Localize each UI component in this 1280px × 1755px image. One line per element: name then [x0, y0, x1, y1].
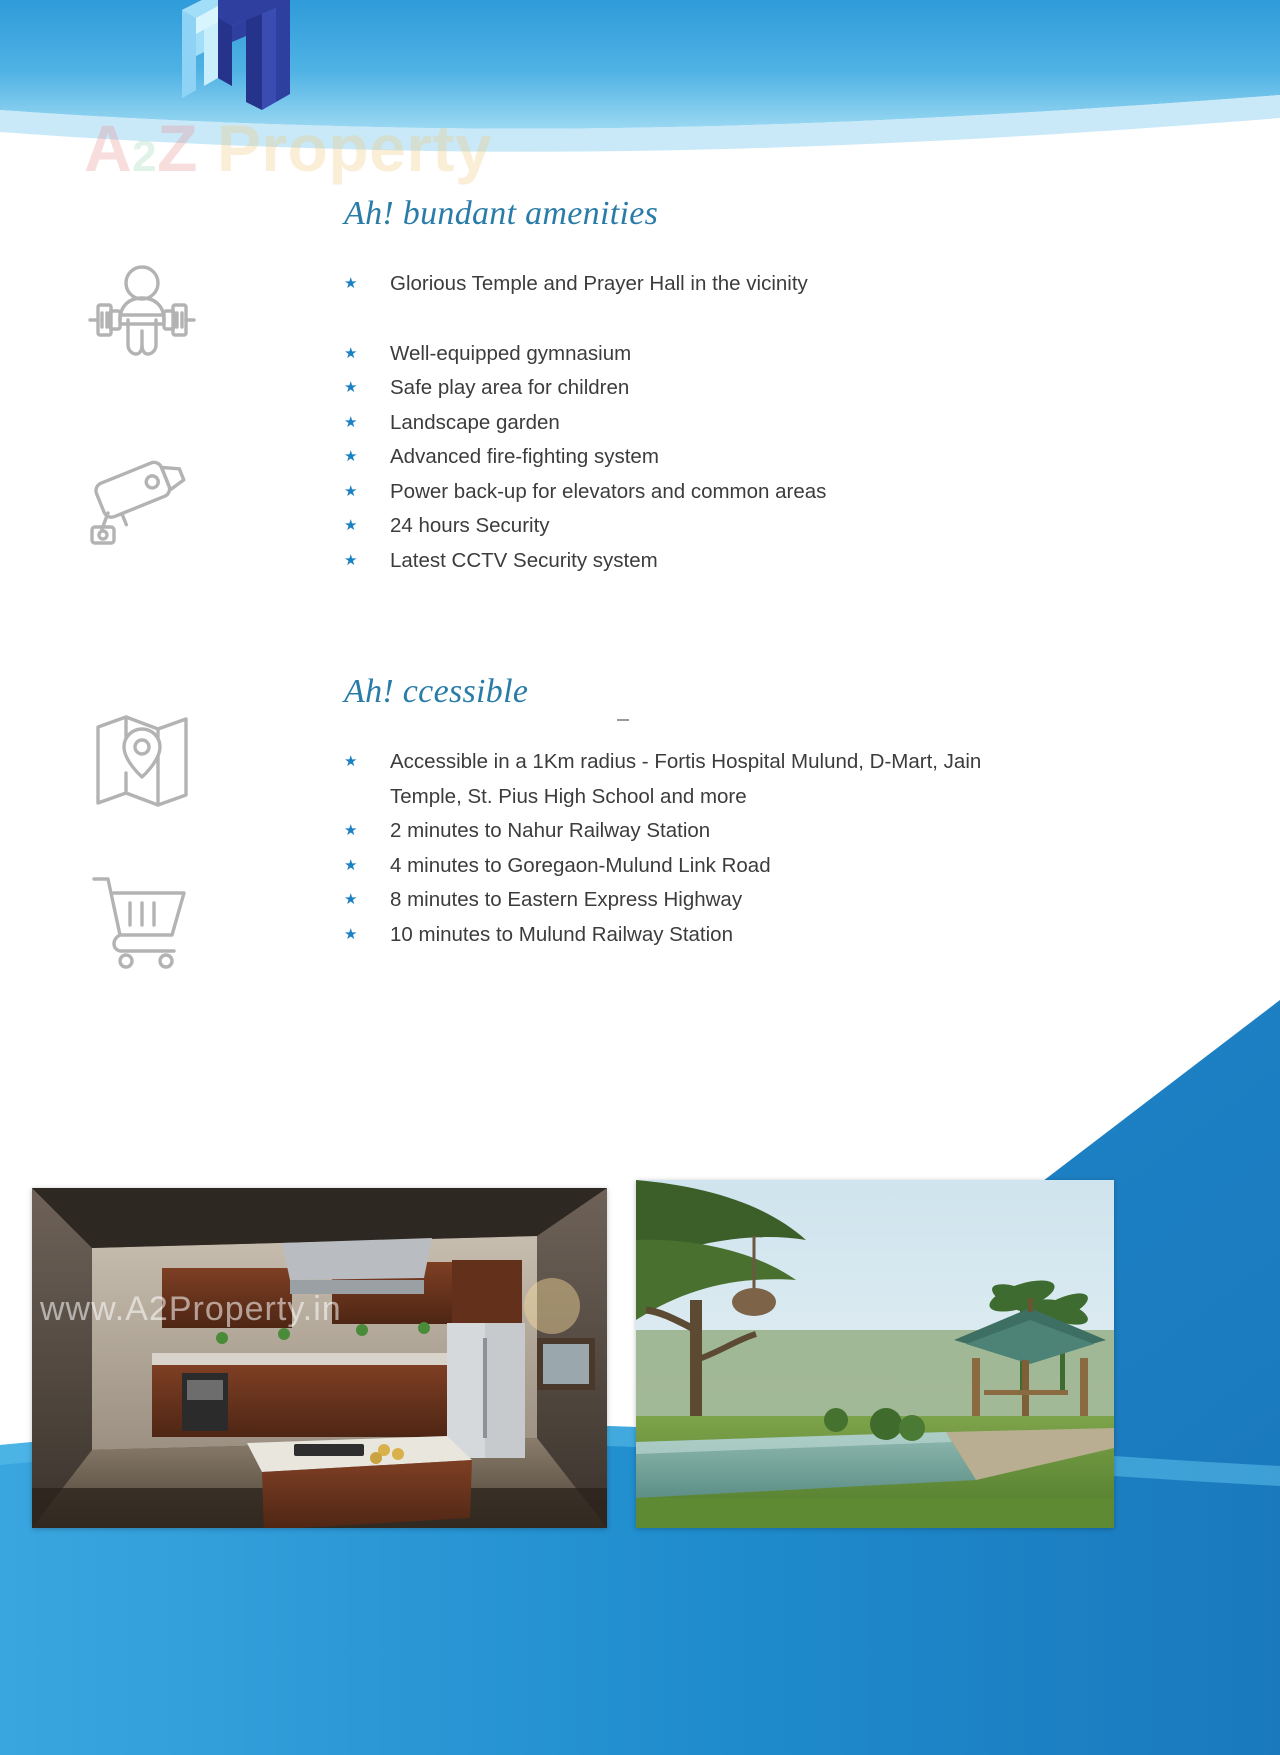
list-item [344, 337, 1044, 372]
list-item-label: Latest CCTV Security system [390, 548, 658, 572]
list-item [344, 267, 1044, 302]
list-item [344, 406, 1044, 441]
garden-gazebo-pool-photo [636, 1180, 1114, 1528]
website-watermark: www.A2Property.in [40, 1290, 342, 1328]
list-item-label: Landscape garden [390, 410, 560, 434]
list-item-label: 24 hours Security [390, 514, 550, 537]
watermark-letter-z: Z [157, 111, 198, 185]
star-bullet-icon: ★ [344, 753, 358, 770]
list-item [344, 544, 1044, 579]
cctv-camera-icon [84, 443, 196, 555]
star-bullet-icon: ★ [344, 275, 358, 292]
star-bullet-icon: ★ [344, 891, 358, 908]
list-item-label: Safe play area for children [390, 376, 630, 399]
list-item [344, 918, 1064, 953]
list-item [344, 509, 1044, 544]
watermark-word-property: Property [216, 111, 493, 185]
amenities-list [344, 267, 1044, 578]
list-item-label: Glorious Temple and Prayer Hall in the vicinity [390, 272, 808, 295]
list-item [344, 883, 1064, 918]
accessible-list [344, 745, 1064, 952]
section-title-amenities: Ah! bundant amenities [344, 195, 659, 232]
a2z-isometric-logo-icon [166, 0, 306, 137]
kitchen-interior-photo [32, 1188, 607, 1528]
star-bullet-icon: ★ [344, 413, 358, 431]
list-item [344, 475, 1044, 510]
list-item-label: 10 minutes to Mulund Railway Station [390, 922, 733, 946]
star-bullet-icon: ★ [344, 379, 358, 396]
watermark-sub-2: 2 [132, 132, 158, 181]
list-item-label: Well-equipped gymnasium [390, 341, 632, 365]
list-item-label: Accessible in a 1Km radius - Fortis Hospital Mulund, D-Mart, Jain Temple, St. Pius High School and more [390, 750, 982, 808]
star-bullet-icon: ★ [344, 551, 358, 569]
list-item-label: 2 minutes to Nahur Railway Station [390, 819, 711, 842]
star-bullet-icon: ★ [344, 344, 358, 362]
star-bullet-icon: ★ [344, 448, 358, 465]
star-bullet-icon: ★ [344, 856, 358, 874]
section-title-accessible: Ah! ccessible [344, 673, 529, 710]
star-bullet-icon: ★ [344, 925, 358, 943]
watermark-letter-a: A [84, 111, 133, 185]
list-item-label: Advanced fire-fighting system [390, 445, 659, 468]
shopping-cart-icon [92, 873, 192, 969]
list-item [344, 371, 1044, 406]
list-item-label: Power back-up for elevators and common areas [390, 479, 827, 503]
gym-dumbbell-icon [82, 257, 202, 377]
map-location-icon [92, 707, 192, 817]
star-bullet-icon: ★ [344, 517, 358, 534]
star-bullet-icon: ★ [344, 482, 358, 500]
list-item-label: 4 minutes to Goregaon-Mulund Link Road [390, 853, 771, 877]
list-item [344, 440, 1044, 475]
star-bullet-icon: ★ [344, 822, 358, 839]
list-item [344, 849, 1064, 884]
list-item [344, 745, 1064, 814]
stray-dash-artifact [617, 719, 629, 721]
list-item-label: 8 minutes to Eastern Express Highway [390, 888, 743, 911]
list-item [344, 814, 1064, 849]
